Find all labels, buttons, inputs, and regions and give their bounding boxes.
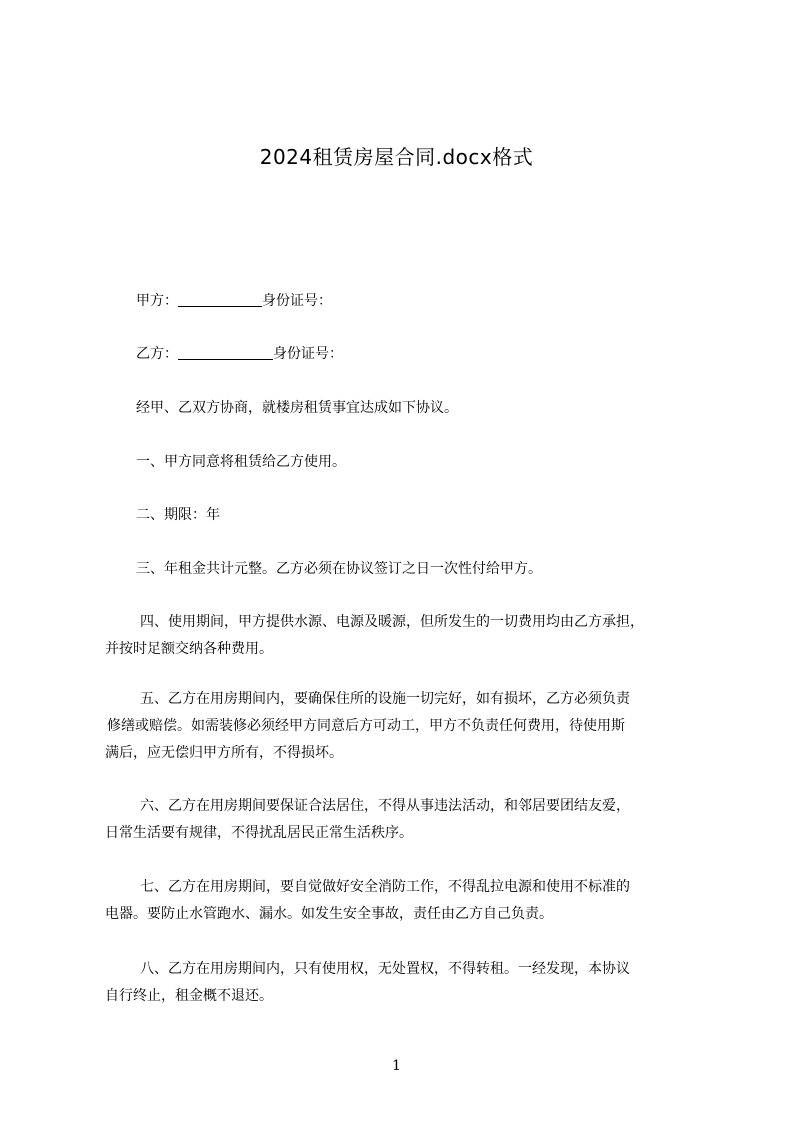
clause-1: 一、甲方同意将租赁给乙方使用。	[136, 454, 346, 470]
party-b-id-label: 身份证号：	[273, 346, 343, 362]
clause-5-line-3: 满后，应无偿归甲方所有，不得损坏。	[105, 745, 343, 761]
clause-4-line-2: 并按时足额交纳各种费用。	[105, 641, 273, 657]
party-b-line	[105, 344, 746, 364]
intro-paragraph: 经甲、乙双方协商，就楼房租赁事宜达成如下协议。	[136, 400, 458, 416]
clause-8-line-2: 自行终止，租金概不退还。	[105, 988, 273, 1004]
clause-3: 三、年租金共计元整。乙方必须在协议签订之日一次性付给甲方。	[136, 561, 542, 577]
clause-2: 二、期限：年	[136, 507, 220, 523]
document-title: 2024租赁房屋合同.docx格式	[259, 145, 534, 169]
clause-7-line-1: 七、乙方在用房期间，要自觉做好安全消防工作，不得乱拉电源和使用不标准的	[140, 879, 630, 895]
page-number: 1	[392, 1058, 401, 1074]
party-b-name-blank	[178, 345, 273, 360]
clause-5-line-2: 修缮或赔偿。如需装修必须经甲方同意后方可动工，甲方不负责任何费用，待使用斯	[107, 718, 625, 734]
party-a-name-blank	[178, 292, 262, 307]
party-a-label: 甲方：	[136, 293, 178, 309]
clause-5-line-1: 五、乙方在用房期间内，要确保住所的设施一切完好，如有损坏，乙方必须负责	[140, 691, 630, 707]
clause-4-line-1: 四、使用期间，甲方提供水源、电源及暖源，但所发生的一切费用均由乙方承担，	[140, 614, 644, 630]
party-a-line	[105, 291, 746, 311]
party-a-id-label: 身份证号：	[262, 293, 332, 309]
clause-6-line-1: 六、乙方在用房期间要保证合法居住，不得从事违法活动，和邻居要团结友爱，	[140, 798, 630, 814]
party-b-label: 乙方：	[136, 346, 178, 362]
clause-7-line-2: 电器。要防止水管跑水、漏水。如发生安全事故，责任由乙方自己负责。	[105, 906, 553, 922]
clause-6-line-2: 日常生活要有规律，不得扰乱居民正常生活秩序。	[105, 825, 413, 841]
clause-8-line-1: 八、乙方在用房期间内，只有使用权，无处置权，不得转租。一经发现，本协议	[140, 961, 630, 977]
